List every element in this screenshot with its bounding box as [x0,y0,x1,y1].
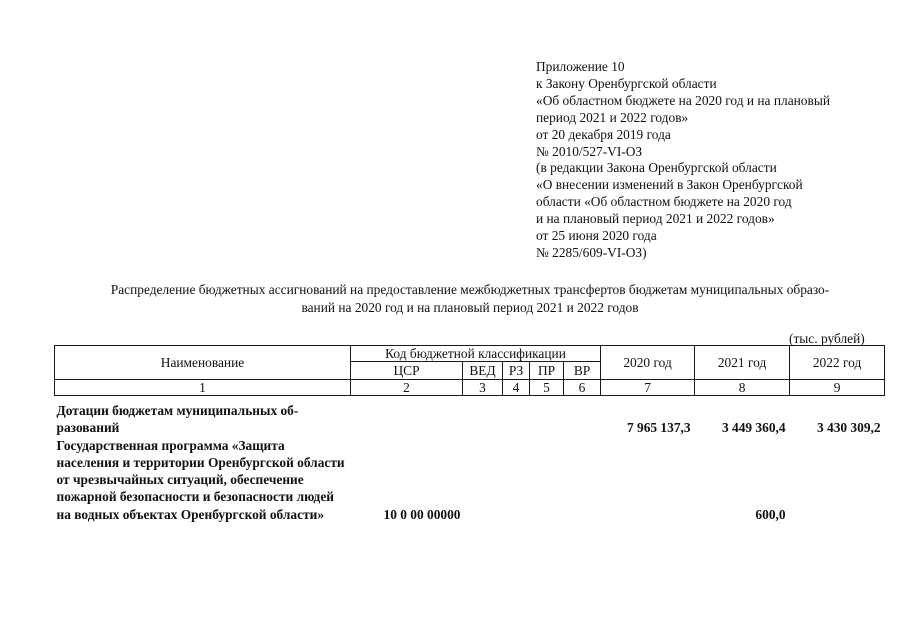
column-number: 1 [55,380,351,396]
row-csr: 10 0 00 00000 [383,506,461,522]
appendix-line: период 2021 и 2022 годов» [536,109,689,125]
row-rz [503,437,530,523]
row-value-2022 [790,437,885,523]
appendix-line: № 2285/609-VI-ОЗ) [536,244,647,260]
header-pr: ПР [530,362,564,380]
header-vr: ВР [564,362,601,380]
row-value-2020: 7 965 137,3 [626,420,691,436]
row-ved [463,402,503,437]
table-header [55,346,885,396]
document-title [40,281,900,316]
row-rz [503,402,530,437]
column-number: 8 [695,380,790,396]
column-number-row [55,380,885,396]
header-csr: ЦСР [351,362,463,380]
header-2022: 2022 год [790,346,885,380]
row-vr [564,437,601,523]
table-row [55,402,885,437]
row-name: Государственная программа «Защита населения и территории Оренбургской области от чрезвычайных ситуаций, обеспечение пожарной безопасности и безопасности людей на водных объектах Оренбургской области» [56,437,345,522]
row-value-2021: 3 449 360,4 [721,420,786,436]
row-value-2022: 3 430 309,2 [816,420,881,436]
row-ved [463,437,503,523]
row-name: Дотации бюджетам муниципальных об-разований [56,403,299,436]
header-classification: Код бюджетной классификации [351,346,601,362]
appendix-line: «Об областном бюджете на 2020 год и на плановый [536,92,830,108]
appendix-line: от 25 июня 2020 года [536,228,657,244]
appendix-line: № 2010/527-VI-ОЗ [536,143,643,159]
appendix-line: (в редакции Закона Оренбургской области [536,160,777,176]
header-rz: РЗ [503,362,530,380]
appendix-line: к Закону Оренбургской области [536,75,717,91]
document-title-line: ваний на 2020 год и на плановый период 2021 и 2022 годов [301,299,639,315]
column-number: 9 [790,380,885,396]
row-csr [351,402,463,437]
units-label: (тыс. рублей) [789,331,865,346]
budget-table [54,345,885,523]
header-2021: 2021 год [695,346,790,380]
row-value-2021: 600,0 [755,506,786,522]
column-number: 4 [503,380,530,396]
header-2020: 2020 год [601,346,695,380]
row-vr [564,402,601,437]
row-pr [530,402,564,437]
header-name: Наименование [55,346,351,380]
row-value-2020 [601,437,695,523]
row-pr [530,437,564,523]
appendix-line: и на плановый период 2021 и 2022 годов» [536,211,775,227]
table-body [55,396,885,524]
column-number: 3 [463,380,503,396]
appendix-note [536,59,886,262]
table-row [55,437,885,523]
appendix-line: области «Об областном бюджете на 2020 год [536,194,792,210]
column-number: 6 [564,380,601,396]
header-ved: ВЕД [463,362,503,380]
column-number: 5 [530,380,564,396]
appendix-line: от 20 декабря 2019 года [536,126,671,142]
document-title-line: Распределение бюджетных ассигнований на предоставление межбюджетных трансфертов бюджетам муниципальных образо- [110,282,830,297]
column-number: 2 [351,380,463,396]
appendix-line: Приложение 10 [536,59,625,74]
appendix-line: «О внесении изменений в Закон Оренбургской [536,177,803,193]
column-number: 7 [601,380,695,396]
